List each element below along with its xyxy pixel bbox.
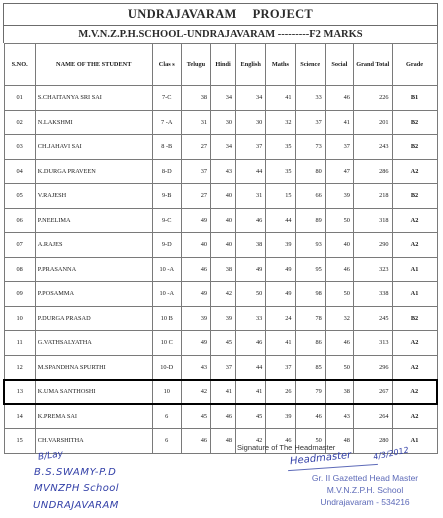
row-science: 66 [295,184,325,209]
table-row [4,135,437,160]
row-grand-total: 267 [353,380,392,405]
row-english: 31 [236,184,266,209]
table-body [4,86,437,454]
row-english: 34 [236,86,266,111]
row-science: 50 [295,429,325,454]
row-class: 9-C [152,208,181,233]
row-social: 47 [325,159,353,184]
row-grand-total: 243 [353,135,392,160]
row-maths: 49 [266,282,295,307]
marks-table [3,43,438,454]
row-sno: 06 [4,208,35,233]
row-grade: A2 [392,380,437,405]
title-project: PROJECT [252,7,314,21]
pd-school: MVNZPH School [34,483,119,494]
row-class: 10 [152,380,181,405]
row-student-name: G.VATHSALYATHA [35,331,152,356]
row-class: 9-D [152,233,181,258]
stamp-school: M.V.N.Z.P.H. School [326,485,404,495]
row-grand-total: 264 [353,404,392,429]
row-student-name: S.CHAITANYA SRI SAI [35,86,152,111]
marks-sheet [3,3,438,454]
row-grade: B2 [392,306,437,331]
row-student-name: N.LAKSHMI [35,110,152,135]
row-grand-total: 201 [353,110,392,135]
row-grand-total: 286 [353,159,392,184]
table-row [4,282,437,307]
row-telugu: 27 [181,135,210,160]
row-maths: 39 [266,404,295,429]
row-class: 10 -A [152,257,181,282]
row-hindi: 34 [211,135,236,160]
signature-date: 4/3/2012 [372,445,410,462]
row-maths: 41 [266,86,295,111]
row-class: 8-D [152,159,181,184]
row-sno: 14 [4,404,35,429]
row-maths: 35 [266,135,295,160]
row-english: 50 [236,282,266,307]
row-sno: 02 [4,110,35,135]
row-class: 10 -A [152,282,181,307]
row-grade: B2 [392,184,437,209]
row-science: 37 [295,110,325,135]
row-science: 93 [295,233,325,258]
row-grade: A2 [392,233,437,258]
row-social: 50 [325,282,353,307]
row-grade: A2 [392,331,437,356]
row-hindi: 37 [211,355,236,380]
row-hindi: 40 [211,208,236,233]
row-hindi: 41 [211,380,236,405]
row-grand-total: 226 [353,86,392,111]
row-social: 40 [325,233,353,258]
row-social: 46 [325,331,353,356]
row-social: 41 [325,110,353,135]
row-sno: 04 [4,159,35,184]
row-social: 48 [325,429,353,454]
row-grand-total: 218 [353,184,392,209]
row-sno: 03 [4,135,35,160]
row-sno: 09 [4,282,35,307]
row-english: 45 [236,404,266,429]
row-maths: 46 [266,429,295,454]
row-student-name: P.DURGA PRASAD [35,306,152,331]
row-grand-total: 338 [353,282,392,307]
row-english: 38 [236,233,266,258]
row-social: 46 [325,86,353,111]
row-maths: 49 [266,257,295,282]
row-english: 41 [236,380,266,405]
row-science: 86 [295,331,325,356]
table-row [4,380,437,405]
row-telugu: 31 [181,110,210,135]
row-science: 80 [295,159,325,184]
row-class: 10 B [152,306,181,331]
row-social: 39 [325,184,353,209]
table-row [4,86,437,111]
row-grade: B1 [392,86,437,111]
row-grade: A1 [392,429,437,454]
row-sno: 07 [4,233,35,258]
row-sno: 10 [4,306,35,331]
row-grand-total: 323 [353,257,392,282]
row-telugu: 38 [181,86,210,111]
row-maths: 15 [266,184,295,209]
row-telugu: 46 [181,429,210,454]
row-hindi: 43 [211,159,236,184]
row-science: 95 [295,257,325,282]
col-social: Social [325,44,353,86]
table-row [4,159,437,184]
row-english: 37 [236,135,266,160]
table-row [4,355,437,380]
row-social: 37 [325,135,353,160]
row-class: 10-D [152,355,181,380]
row-telugu: 37 [181,159,210,184]
row-grade: A1 [392,282,437,307]
footer-signatures [0,425,443,518]
row-hindi: 48 [211,429,236,454]
row-science: 78 [295,306,325,331]
row-class: 6 [152,404,181,429]
col-name: NAME OF THE STUDENT [35,44,152,86]
row-science: 85 [295,355,325,380]
stamp-title: Gr. II Gazetted Head Master [311,473,419,483]
row-student-name: P.POSAMMA [35,282,152,307]
row-student-name: M.SPANDHNA SPURTHI [35,355,152,380]
row-grade: B2 [392,110,437,135]
row-class: 7-C [152,86,181,111]
col-grade: Grade [392,44,437,86]
row-grade: A2 [392,355,437,380]
row-grand-total: 290 [353,233,392,258]
row-maths: 37 [266,355,295,380]
sheet-title [3,3,438,25]
headmaster-signature: Headmaster [289,449,352,468]
row-student-name: K.PREMA SAI [35,404,152,429]
pd-name: B.S.SWAMY-P.D [34,467,117,478]
row-science: 79 [295,380,325,405]
row-hindi: 34 [211,86,236,111]
col-science: Science [295,44,325,86]
row-student-name: CH.JAHAVI SAI [35,135,152,160]
row-social: 46 [325,257,353,282]
row-maths: 41 [266,331,295,356]
row-social: 32 [325,306,353,331]
col-sno: S.NO. [4,44,35,86]
table-row [4,233,437,258]
col-class: Clas s [152,44,181,86]
row-maths: 32 [266,110,295,135]
col-grand-total: Grand Total [353,44,392,86]
row-science: 73 [295,135,325,160]
row-student-name: CH.VARSHITHA [35,429,152,454]
col-telugu: Telugu [181,44,210,86]
row-sno: 01 [4,86,35,111]
row-hindi: 45 [211,331,236,356]
row-telugu: 49 [181,331,210,356]
row-grade: A2 [392,208,437,233]
row-grade: A2 [392,404,437,429]
row-student-name: K.UMA SANTHOSHI [35,380,152,405]
row-sno: 12 [4,355,35,380]
row-social: 38 [325,380,353,405]
row-sno: 15 [4,429,35,454]
row-sno: 08 [4,257,35,282]
row-maths: 39 [266,233,295,258]
row-student-name: P.NEELIMA [35,208,152,233]
row-class: 7 -A [152,110,181,135]
row-hindi: 40 [211,184,236,209]
table-row [4,306,437,331]
row-hindi: 46 [211,404,236,429]
row-class: 8 -B [152,135,181,160]
row-class: 9-B [152,184,181,209]
row-social: 50 [325,355,353,380]
row-sno: 13 [4,380,35,405]
table-header-row [4,44,437,86]
row-student-name: V.RAJESH [35,184,152,209]
row-grand-total: 313 [353,331,392,356]
row-hindi: 38 [211,257,236,282]
row-telugu: 46 [181,257,210,282]
stamp-address: Undrajavaram - 534216 [320,497,410,507]
row-telugu: 43 [181,355,210,380]
row-student-name: A.RAJES [35,233,152,258]
row-grade: A2 [392,159,437,184]
row-english: 44 [236,159,266,184]
col-english: English [236,44,266,86]
title-place: UNDRAJAVARAM [127,7,237,21]
row-telugu: 27 [181,184,210,209]
row-english: 46 [236,331,266,356]
row-english: 44 [236,355,266,380]
table-row [4,184,437,209]
row-grade: A1 [392,257,437,282]
row-maths: 44 [266,208,295,233]
row-grand-total: 280 [353,429,392,454]
row-telugu: 39 [181,306,210,331]
row-grand-total: 296 [353,355,392,380]
col-maths: Maths [266,44,295,86]
row-english: 42 [236,429,266,454]
row-english: 46 [236,208,266,233]
table-row [4,110,437,135]
pd-place: UNDRAJAVARAM [33,500,119,511]
table-row [4,208,437,233]
row-telugu: 40 [181,233,210,258]
row-science: 33 [295,86,325,111]
row-science: 89 [295,208,325,233]
row-social: 43 [325,404,353,429]
row-maths: 26 [266,380,295,405]
row-social: 50 [325,208,353,233]
pd-signature: B/Lay [37,449,64,463]
row-hindi: 39 [211,306,236,331]
row-student-name: K.DURGA PRAVEEN [35,159,152,184]
row-hindi: 40 [211,233,236,258]
row-english: 49 [236,257,266,282]
table-row [4,257,437,282]
row-sno: 05 [4,184,35,209]
row-grand-total: 245 [353,306,392,331]
row-telugu: 49 [181,282,210,307]
table-row [4,331,437,356]
row-class: 6 [152,429,181,454]
row-sno: 11 [4,331,35,356]
row-hindi: 30 [211,110,236,135]
row-telugu: 45 [181,404,210,429]
row-grand-total: 318 [353,208,392,233]
row-grade: B2 [392,135,437,160]
school-subtitle: M.V.N.Z.P.H.SCHOOL-UNDRAJAVARAM ---------F2 MARKS [3,25,438,43]
row-telugu: 49 [181,208,210,233]
row-hindi: 42 [211,282,236,307]
row-science: 98 [295,282,325,307]
col-hindi: Hindi [211,44,236,86]
row-maths: 35 [266,159,295,184]
row-telugu: 42 [181,380,210,405]
row-student-name: P.PRASANNA [35,257,152,282]
headmaster-caption: Signature of The Headmaster [237,443,336,452]
row-maths: 24 [266,306,295,331]
row-english: 33 [236,306,266,331]
row-class: 10 C [152,331,181,356]
row-science: 46 [295,404,325,429]
row-english: 30 [236,110,266,135]
